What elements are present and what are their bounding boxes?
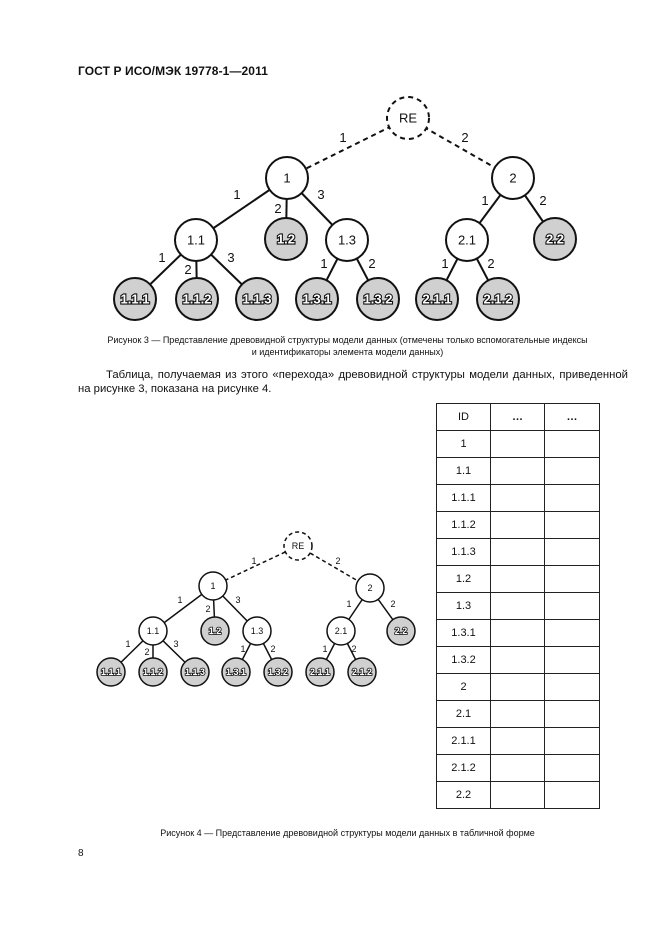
fig3-node-label: 1 <box>283 170 291 186</box>
fig3-node-label: 2.1.2 <box>483 291 513 307</box>
table-header-id: ID <box>437 404 491 431</box>
fig3-edge-label: 1 <box>481 193 489 208</box>
table-cell-empty <box>545 782 600 809</box>
fig3-edge-label: 1 <box>320 256 328 271</box>
fig4-edge-label: 1 <box>346 599 352 609</box>
fig3-edge-label: 2 <box>368 256 376 271</box>
table-cell-empty <box>545 755 600 782</box>
table-row <box>437 458 600 485</box>
table-cell-id: 2 <box>437 674 491 701</box>
table-row <box>437 701 600 728</box>
fig3-edge-label: 2 <box>461 130 469 145</box>
table-cell-empty <box>491 647 545 674</box>
table-cell-empty <box>491 593 545 620</box>
fig3-node-label: 1.1.3 <box>242 291 272 307</box>
fig3-edge-label: 2 <box>539 193 547 208</box>
table-cell-empty <box>491 485 545 512</box>
table-cell-empty <box>491 728 545 755</box>
table-cell-empty <box>545 458 600 485</box>
fig4-edge-label: 2 <box>270 644 276 654</box>
table-cell-empty <box>545 566 600 593</box>
fig4-edge-label: 2 <box>144 647 150 657</box>
table-row <box>437 728 600 755</box>
fig4-node-label: 1.2 <box>208 626 222 637</box>
table-row <box>437 782 600 809</box>
fig3-edge-label: 2 <box>274 201 282 216</box>
table-cell-id: 2.1.1 <box>437 728 491 755</box>
table-row <box>437 512 600 539</box>
fig4-edge-label: 1 <box>240 644 246 654</box>
table-header-ellipsis: … <box>491 404 545 431</box>
fig4-edge-label: 2 <box>351 644 357 654</box>
fig4-edge-label: 2 <box>335 556 341 566</box>
table-cell-empty <box>491 512 545 539</box>
table-row <box>437 566 600 593</box>
fig3-node-label: 2.1 <box>457 232 477 248</box>
fig3-root-label: RE <box>398 110 418 126</box>
fig4-edge-label: 2 <box>205 604 211 614</box>
fig3-edge-label: 1 <box>158 250 166 265</box>
figure3-caption-line2: и идентификаторы элемента модели данных) <box>251 347 444 357</box>
table-row <box>437 431 600 458</box>
fig3-node-label: 1.3.2 <box>363 291 393 307</box>
table-cell-empty <box>491 431 545 458</box>
table-cell-empty <box>545 431 600 458</box>
figure3-caption-line1: Рисунок 3 — Представление древовидной структуры модели данных (отмечены только вспомогательные индексы <box>107 335 588 345</box>
table-cell-empty <box>491 539 545 566</box>
fig4-node-label: 1.1.1 <box>100 667 122 678</box>
fig4-node-label: 2.1.2 <box>351 667 373 678</box>
table-cell-id: 1.2 <box>437 566 491 593</box>
table-cell-empty <box>545 593 600 620</box>
fig3-edge-label: 1 <box>233 187 241 202</box>
table-header-row <box>437 404 600 431</box>
fig3-edge-label: 1 <box>339 130 347 145</box>
table-cell-id: 2.1 <box>437 701 491 728</box>
table-cell-empty <box>545 620 600 647</box>
fig3-node-label: 1.1.2 <box>182 291 212 307</box>
fig3-node-label: 1.1 <box>186 232 206 248</box>
fig4-root-label: RE <box>291 541 305 552</box>
table-cell-empty <box>545 539 600 566</box>
table-cell-empty <box>545 728 600 755</box>
table-header-ellipsis: … <box>545 404 600 431</box>
fig4-node-label: 1.3 <box>250 626 264 637</box>
table-row <box>437 755 600 782</box>
fig4-edge-label: 1 <box>251 556 257 566</box>
fig4-node-label: 2.1.1 <box>309 667 331 678</box>
table-cell-empty <box>545 701 600 728</box>
page-number: 8 <box>78 848 84 859</box>
table-cell-id: 1.1.1 <box>437 485 491 512</box>
fig4-edge-label: 3 <box>173 639 179 649</box>
fig4-node-label: 2 <box>367 583 373 594</box>
table-cell-empty <box>491 458 545 485</box>
fig4-edge-label: 1 <box>177 595 183 605</box>
fig3-node-label: 2 <box>509 170 517 186</box>
table-cell-id: 2.2 <box>437 782 491 809</box>
fig3-edge-label: 1 <box>441 256 449 271</box>
table-cell-empty <box>545 512 600 539</box>
table-cell-id: 2.1.2 <box>437 755 491 782</box>
table-cell-empty <box>545 647 600 674</box>
table-cell-id: 1.3.1 <box>437 620 491 647</box>
table-cell-id: 1.3.2 <box>437 647 491 674</box>
fig3-node-label: 1.3.1 <box>302 291 332 307</box>
table-cell-empty <box>491 701 545 728</box>
fig4-node-label: 2.2 <box>394 626 408 637</box>
table-cell-empty <box>491 620 545 647</box>
fig4-edge-label: 1 <box>125 639 131 649</box>
fig4-node-label: 1.1.3 <box>184 667 206 678</box>
body-paragraph: Таблица, получаемая из этого «перехода» древовидной структуры модели данных, приведенной на рисунке 3, показана на рисунке 4. <box>78 369 628 395</box>
table-row <box>437 485 600 512</box>
fig4-edge-label: 2 <box>390 599 396 609</box>
fig4-node-label: 1.3.2 <box>267 667 289 678</box>
table-row <box>437 593 600 620</box>
table-cell-id: 1.1 <box>437 458 491 485</box>
table-row <box>437 539 600 566</box>
fig4-edge-label: 1 <box>322 644 328 654</box>
table-cell-empty <box>491 782 545 809</box>
table-cell-empty <box>545 674 600 701</box>
document-header: ГОСТ Р ИСО/МЭК 19778-1—2011 <box>78 64 268 78</box>
table-row <box>437 620 600 647</box>
table-cell-id: 1.1.2 <box>437 512 491 539</box>
table-row <box>437 674 600 701</box>
fig3-node-label: 2.2 <box>545 231 565 247</box>
table-cell-empty <box>491 674 545 701</box>
fig4-edge-label: 3 <box>235 595 241 605</box>
table-cell-id: 1 <box>437 431 491 458</box>
fig3-edge-label: 3 <box>317 187 325 202</box>
fig4-node-label: 1 <box>210 581 216 592</box>
table-cell-empty <box>491 755 545 782</box>
table-cell-id: 1.3 <box>437 593 491 620</box>
fig3-edge-label: 3 <box>227 250 235 265</box>
fig4-node-label: 1.3.1 <box>225 667 247 678</box>
table-cell-empty <box>491 566 545 593</box>
table-cell-empty <box>545 485 600 512</box>
fig4-node-label: 2.1 <box>334 626 348 637</box>
fig3-node-label: 2.1.1 <box>422 291 452 307</box>
figure4-caption: Рисунок 4 — Представление древовидной структуры модели данных в табличной форме <box>160 828 535 838</box>
fig3-node-label: 1.1.1 <box>120 291 150 307</box>
fig3-node-label: 1.2 <box>276 231 296 247</box>
table-row <box>437 647 600 674</box>
table-cell-id: 1.1.3 <box>437 539 491 566</box>
fig3-edge-label: 2 <box>487 256 495 271</box>
fig4-node-label: 1.1 <box>146 626 160 637</box>
id-table <box>436 403 600 809</box>
fig3-edge-label: 2 <box>184 262 192 277</box>
fig3-node-label: 1.3 <box>337 232 357 248</box>
fig4-node-label: 1.1.2 <box>142 667 164 678</box>
